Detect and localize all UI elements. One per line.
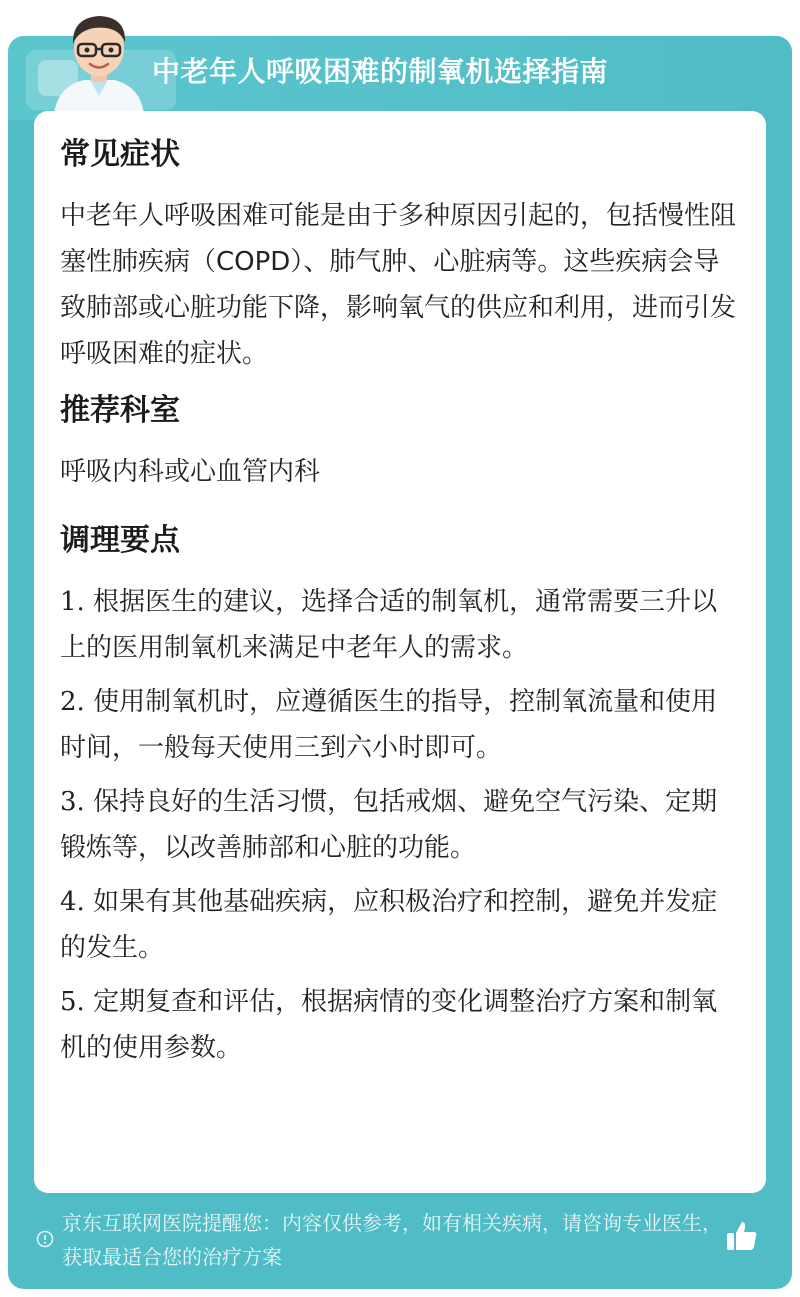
disclaimer	[36, 1206, 736, 1274]
care-item-text: 使用制氧机时，应遵循医生的指导，控制氧流量和使用时间，一般每天使用三到六小时即可。	[60, 687, 718, 763]
care-item-text: 保持良好的生活习惯，包括戒烟、避免空气污染、定期锻炼等，以改善肺部和心脏的功能。	[60, 787, 718, 863]
department-text: 呼吸内科或心血管内科	[60, 457, 321, 487]
care-item-number: 2.	[60, 687, 85, 717]
care-heading: 调理要点	[60, 523, 180, 558]
care-item	[60, 579, 740, 671]
care-item-number: 5.	[60, 987, 85, 1017]
doctor-avatar-icon	[44, 4, 154, 114]
care-item-text: 根据医生的建议，选择合适的制氧机，通常需要三升以上的医用制氧机来满足中老年人的需求。	[60, 587, 718, 663]
care-item	[60, 979, 740, 1071]
care-item	[60, 879, 740, 971]
care-item	[60, 679, 740, 771]
care-item-number: 1.	[60, 587, 85, 617]
care-item-text: 定期复查和评估，根据病情的变化调整治疗方案和制氧机的使用参数。	[60, 987, 718, 1063]
symptoms-heading: 常见症状	[60, 137, 180, 172]
info-icon	[36, 1230, 54, 1248]
care-item-number: 4.	[60, 887, 85, 917]
page-title: 中老年人呼吸困难的制氧机选择指南	[152, 55, 609, 88]
disclaimer-text: 京东互联网医院提醒您：内容仅供参考，如有相关疾病，请咨询专业医生，获取最适合您的治疗方案	[62, 1211, 722, 1269]
care-item-number: 3.	[60, 787, 85, 817]
department-heading: 推荐科室	[60, 393, 180, 428]
content-card	[34, 111, 766, 1193]
care-item	[60, 779, 740, 871]
care-item-text: 如果有其他基础疾病，应积极治疗和控制，避免并发症的发生。	[60, 887, 718, 963]
thumbs-up-icon[interactable]	[724, 1218, 760, 1254]
symptoms-text: 中老年人呼吸困难可能是由于多种原因引起的，包括慢性阻塞性肺疾病（COPD）、肺气肿、心脏病等。这些疾病会导致肺部或心脏功能下降，影响氧气的供应和利用，进而引发呼吸困难的症状。	[60, 201, 737, 369]
